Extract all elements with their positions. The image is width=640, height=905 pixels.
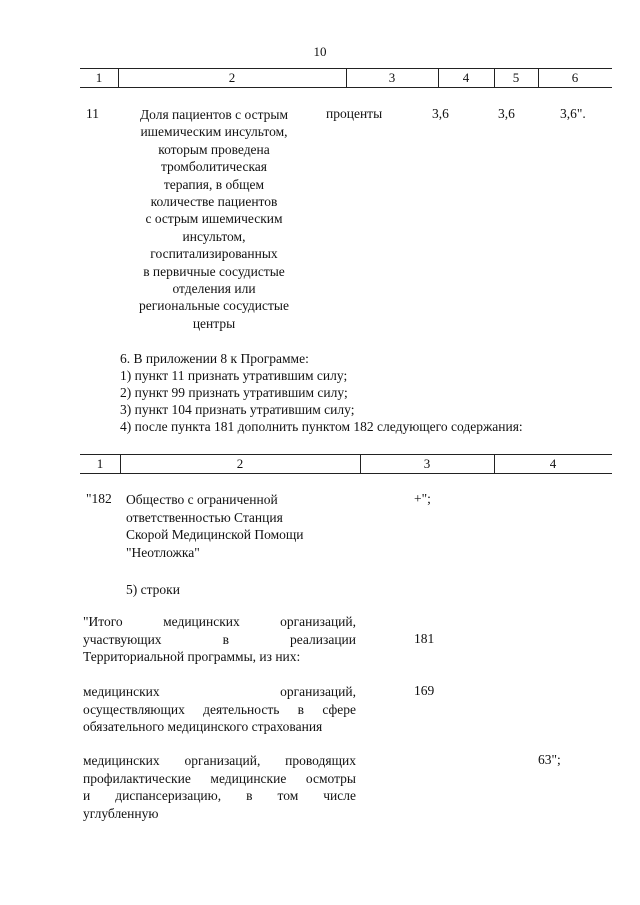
text-line: обязательного медицинского страхования [83,719,323,734]
indicator-text [120,106,308,332]
text-line: осуществляющих деятельность в сфере [83,701,356,717]
table2-col-1: 1 [96,456,104,471]
text-line: госпитализированных [150,246,278,262]
instruction-item: 3) пункт 104 признать утратившим силу; [120,402,355,417]
total-row-label [83,613,356,666]
row-number: 11 [86,106,99,121]
text-line: в первичные сосудистые [143,263,285,279]
text-line: с острым ишемическим [145,211,283,227]
text-line: профилактические медицинские осмотры [83,770,356,786]
text-line: ответственностью Станция [126,509,283,525]
text-line: ишемическим инсультом, [140,124,288,140]
text-line: терапия, в общем [163,176,265,192]
text-line: которым проведена [158,141,270,157]
text-line: центры [192,315,236,331]
text-line: и диспансеризацию, в том числе [83,788,356,803]
instruction-item: 2) пункт 99 признать утратившим силу; [120,385,348,400]
text-line: региональные сосудистые [139,298,289,314]
text-line: "Итого медицинских организаций, [83,614,356,629]
text-line: Скорой Медицинской Помощи [126,527,304,542]
value-col-4: 3,6 [432,106,449,121]
table1-header [80,68,612,88]
text-line: количестве пациентов [150,194,278,210]
text-line: медицинских организаций, проводящих [83,753,356,768]
oms-row-label [83,683,356,736]
oms-value: 169 [414,683,435,698]
strings-label: 5) строки [126,582,180,597]
text-line: тромболитическая [160,159,268,175]
table1-col-2: 2 [228,70,236,85]
row-number: "182 [86,491,112,506]
checkup-value: 63"; [538,752,561,767]
text-line: "Неотложка" [126,544,200,560]
unit-text: проценты [326,106,383,121]
text-line: Общество с ограниченной [126,492,278,507]
text-line: углубленную [83,805,159,821]
text-line: Территориальной программы, из них: [83,649,301,664]
table1-col-6: 6 [571,70,579,85]
table1-col-5: 5 [512,70,520,85]
text-line: отделения или [172,281,256,297]
text-line: инсультом, [182,228,246,244]
text-line: Доля пациентов с острым [139,107,289,122]
table2-col-3: 3 [423,456,431,471]
checkup-row-label [83,752,356,822]
page-number: 10 [313,44,327,59]
organization-name [126,491,366,561]
text-line: участвующих в реализации [83,631,356,647]
table2-col-2: 2 [236,456,244,471]
table1-col-3: 3 [388,70,396,85]
participation-mark: +"; [414,491,431,506]
value-col-6: 3,6". [560,106,586,121]
total-value: 181 [414,631,435,646]
instruction-item: 1) пункт 11 признать утратившим силу; [120,368,348,383]
table1-col-4: 4 [462,70,470,85]
text-line: медицинских организаций, [83,684,356,699]
value-col-5: 3,6 [498,106,515,121]
instruction-heading: 6. В приложении 8 к Программе: [120,351,309,366]
table2-col-4: 4 [549,456,557,471]
table1-col-1: 1 [95,70,103,85]
instruction-item: 4) после пункта 181 дополнить пунктом 182 следующего содержания: [120,419,523,434]
table2-header [80,454,612,474]
